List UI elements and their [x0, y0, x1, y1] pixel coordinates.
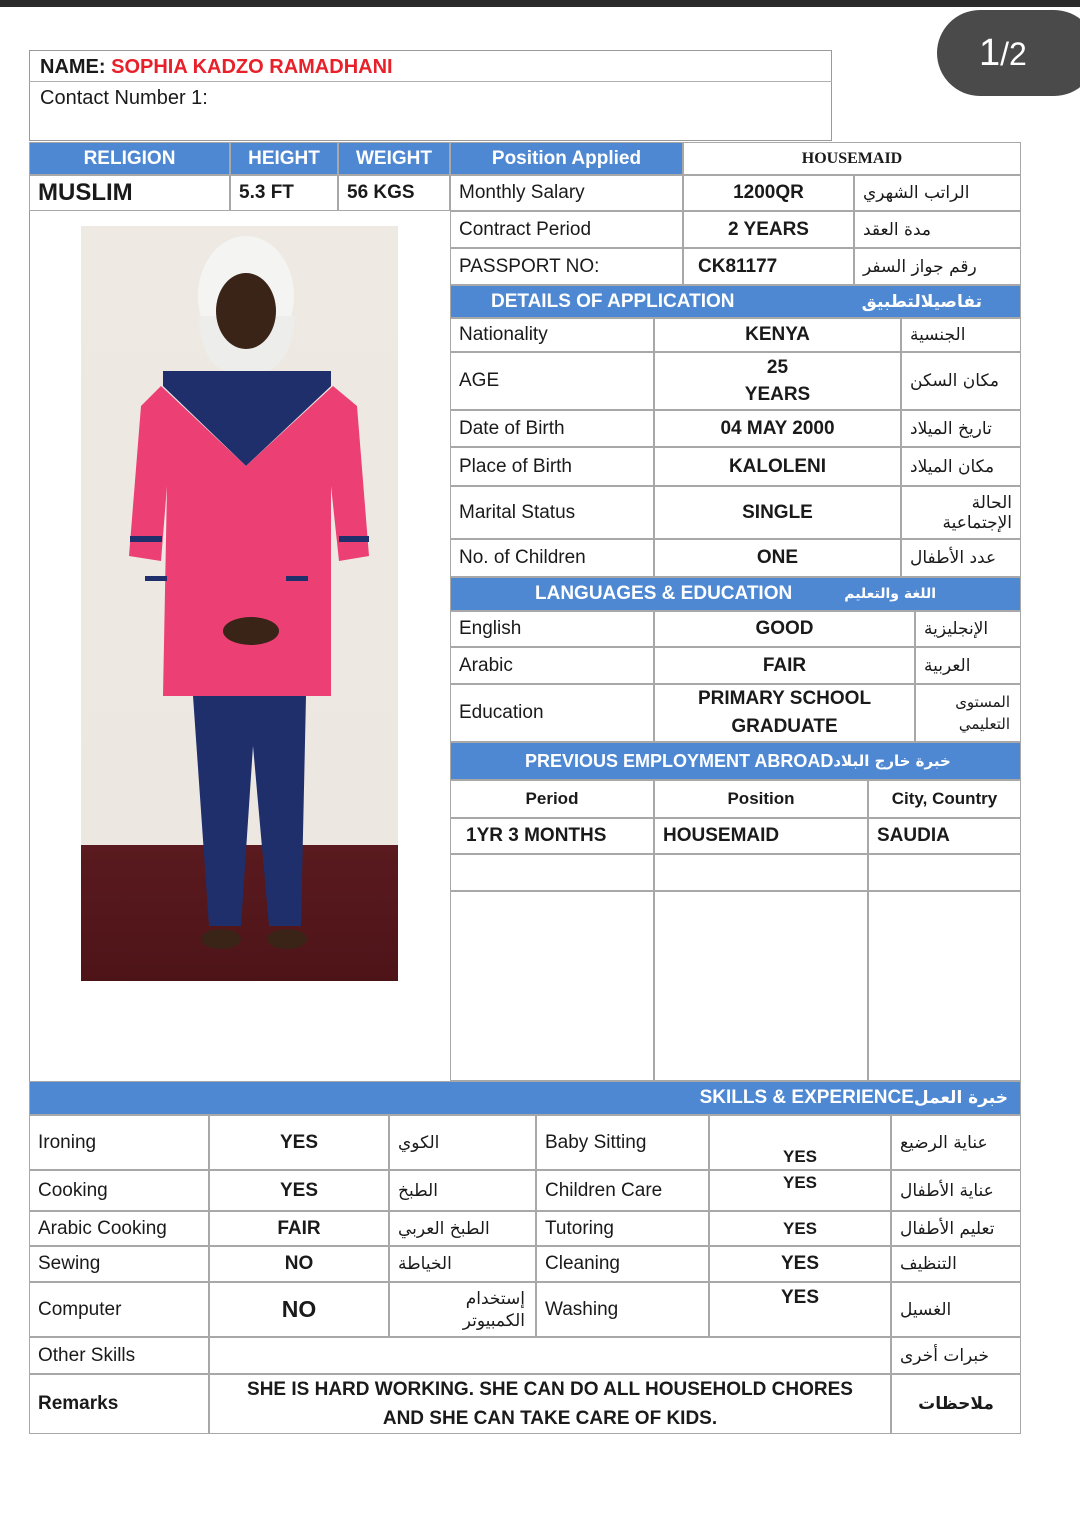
sewing-ar: الخياطة [389, 1246, 536, 1282]
cooking-ar: الطبخ [389, 1170, 536, 1211]
remarks-label: Remarks [29, 1374, 209, 1434]
ironing-value: YES [209, 1115, 389, 1170]
languages-title: LANGUAGES & EDUCATION [535, 583, 793, 604]
employment-empty-row-1c [868, 854, 1021, 891]
contract-ar: مدة العقد [854, 211, 1021, 248]
washing-label: Washing [536, 1282, 709, 1337]
children-ar: عدد الأطفال [901, 539, 1021, 577]
tutoring-value: YES [709, 1211, 891, 1246]
passport-value: CK81177 [683, 248, 854, 285]
cleaning-value: YES [709, 1246, 891, 1282]
page-current: 1 [979, 32, 1001, 74]
contract-value: 2 YEARS [683, 211, 854, 248]
age-value [654, 352, 901, 410]
remarks-line2: AND SHE CAN TAKE CARE OF KIDS. [382, 1408, 718, 1429]
employment-row-city: SAUDIA [868, 818, 1021, 854]
marital-value: SINGLE [654, 486, 901, 539]
english-label: English [450, 611, 654, 647]
employment-empty-row-1a [450, 854, 654, 891]
employment-empty-row-2b [654, 891, 868, 1081]
english-ar: الإنجليزية [915, 611, 1021, 647]
salary-ar: الراتب الشهري [854, 175, 1021, 211]
washing-ar: الغسيل [891, 1282, 1021, 1337]
sewing-value: NO [209, 1246, 389, 1282]
page-total: /2 [1000, 36, 1027, 72]
other-skills-value [209, 1337, 891, 1374]
height-value: 5.3 FT [230, 175, 338, 211]
computer-ar-line2: الكمبيوتر [462, 1310, 525, 1331]
children-value: ONE [654, 539, 901, 577]
pob-ar: مكان الميلاد [901, 447, 1021, 486]
computer-value: NO [209, 1282, 389, 1337]
marital-label: Marital Status [450, 486, 654, 539]
education-value [654, 684, 915, 742]
skills-title-ar: خبرة العمل [913, 1088, 1008, 1108]
childcare-label: Children Care [536, 1170, 709, 1211]
name-label: NAME: [40, 56, 106, 78]
cooking-value: YES [209, 1170, 389, 1211]
tutoring-label: Tutoring [536, 1211, 709, 1246]
employment-title-ar: خبرة خارج البلاد [833, 752, 951, 770]
details-title: DETAILS OF APPLICATION [491, 290, 735, 312]
employment-empty-row-1b [654, 854, 868, 891]
ironing-label: Ironing [29, 1115, 209, 1170]
marital-ar: الحالة الإجتماعية [901, 486, 1021, 539]
religion-value: MUSLIM [29, 175, 230, 211]
employment-empty-row-2c [868, 891, 1021, 1081]
page-indicator [937, 10, 1080, 96]
other-skills-label: Other Skills [29, 1337, 209, 1374]
nationality-label: Nationality [450, 318, 654, 352]
childcare-ar: عناية الأطفال [891, 1170, 1021, 1211]
employment-col-city: City, Country [868, 780, 1021, 818]
children-label: No. of Children [450, 539, 654, 577]
position-applied-header: Position Applied [450, 142, 683, 175]
computer-ar-line1: إستخدام [465, 1288, 525, 1309]
passport-label: PASSPORT NO: [450, 248, 683, 285]
languages-header [450, 577, 1021, 611]
weight-value: 56 KGS [338, 175, 450, 211]
sewing-label: Sewing [29, 1246, 209, 1282]
details-title-ar: تفاصيلالتطبيق [861, 291, 982, 312]
candidate-figure [81, 226, 398, 981]
arabic-cooking-label: Arabic Cooking [29, 1211, 209, 1246]
education-ar-line1: المستوى [955, 693, 1010, 711]
pob-value: KALOLENI [654, 447, 901, 486]
babysitting-label: Baby Sitting [536, 1115, 709, 1170]
computer-label: Computer [29, 1282, 209, 1337]
employment-empty-row-2a [450, 891, 654, 1081]
tutoring-ar: تعليم الأطفال [891, 1211, 1021, 1246]
name-divider [29, 81, 832, 82]
arabic-cooking-ar: الطبخ العربي [389, 1211, 536, 1246]
employment-title: PREVIOUS EMPLOYMENT ABROAD [525, 750, 834, 771]
cleaning-label: Cleaning [536, 1246, 709, 1282]
babysitting-value: YES [709, 1115, 891, 1170]
passport-ar: رقم جواز السفر [854, 248, 1021, 285]
dob-ar: تاريخ الميلاد [901, 410, 1021, 447]
employment-row-period: 1YR 3 MONTHS [450, 818, 654, 854]
computer-ar [389, 1282, 536, 1337]
arabic-cooking-value: FAIR [209, 1211, 389, 1246]
details-header [450, 285, 1021, 318]
babysitting-ar: عناية الرضيع [891, 1115, 1021, 1170]
contract-label: Contract Period [450, 211, 683, 248]
dob-value: 04 MAY 2000 [654, 410, 901, 447]
employment-col-position: Position [654, 780, 868, 818]
employment-header [450, 742, 1021, 780]
skills-title: SKILLS & EXPERIENCE [699, 1087, 914, 1108]
remarks-line1: SHE IS HARD WORKING. SHE CAN DO ALL HOUSEHOLD CHORES [247, 1379, 853, 1400]
top-status-bar [0, 0, 1080, 7]
candidate-name: SOPHIA KADZO RAMADHANI [111, 56, 393, 78]
washing-value: YES [709, 1282, 891, 1337]
nationality-ar: الجنسية [901, 318, 1021, 352]
childcare-value: YES [709, 1170, 891, 1211]
cooking-label: Cooking [29, 1170, 209, 1211]
weight-header: WEIGHT [338, 142, 450, 175]
languages-title-ar: اللغة والتعليم [844, 586, 937, 602]
employment-row-position: HOUSEMAID [654, 818, 868, 854]
nationality-value: KENYA [654, 318, 901, 352]
salary-label: Monthly Salary [450, 175, 683, 211]
pob-label: Place of Birth [450, 447, 654, 486]
candidate-photo [81, 226, 398, 981]
arabic-label: Arabic [450, 647, 654, 684]
position-applied-value: HOUSEMAID [683, 142, 1021, 175]
skills-header [29, 1081, 1021, 1115]
cleaning-ar: التنظيف [891, 1246, 1021, 1282]
education-value-line1: PRIMARY SCHOOL [697, 688, 872, 709]
education-ar [915, 684, 1021, 742]
education-label: Education [450, 684, 654, 742]
age-ar: مكان السكن [901, 352, 1021, 410]
employment-col-period: Period [450, 780, 654, 818]
name-line [40, 56, 393, 79]
arabic-value: FAIR [654, 647, 915, 684]
other-skills-ar: خبرات أخرى [891, 1337, 1021, 1374]
dob-label: Date of Birth [450, 410, 654, 447]
age-label: AGE [450, 352, 654, 410]
ironing-ar: الكوي [389, 1115, 536, 1170]
remarks-ar: ملاحظات [891, 1374, 1021, 1434]
salary-value: 1200QR [683, 175, 854, 211]
age-unit: YEARS [744, 384, 811, 405]
education-ar-line2: التعليمي [958, 715, 1010, 733]
height-header: HEIGHT [230, 142, 338, 175]
arabic-ar: العربية [915, 647, 1021, 684]
education-value-line2: GRADUATE [731, 716, 838, 737]
religion-header: RELIGION [29, 142, 230, 175]
contact-label: Contact Number 1: [40, 87, 208, 109]
age-number: 25 [766, 357, 789, 378]
english-value: GOOD [654, 611, 915, 647]
remarks-value [209, 1374, 891, 1434]
